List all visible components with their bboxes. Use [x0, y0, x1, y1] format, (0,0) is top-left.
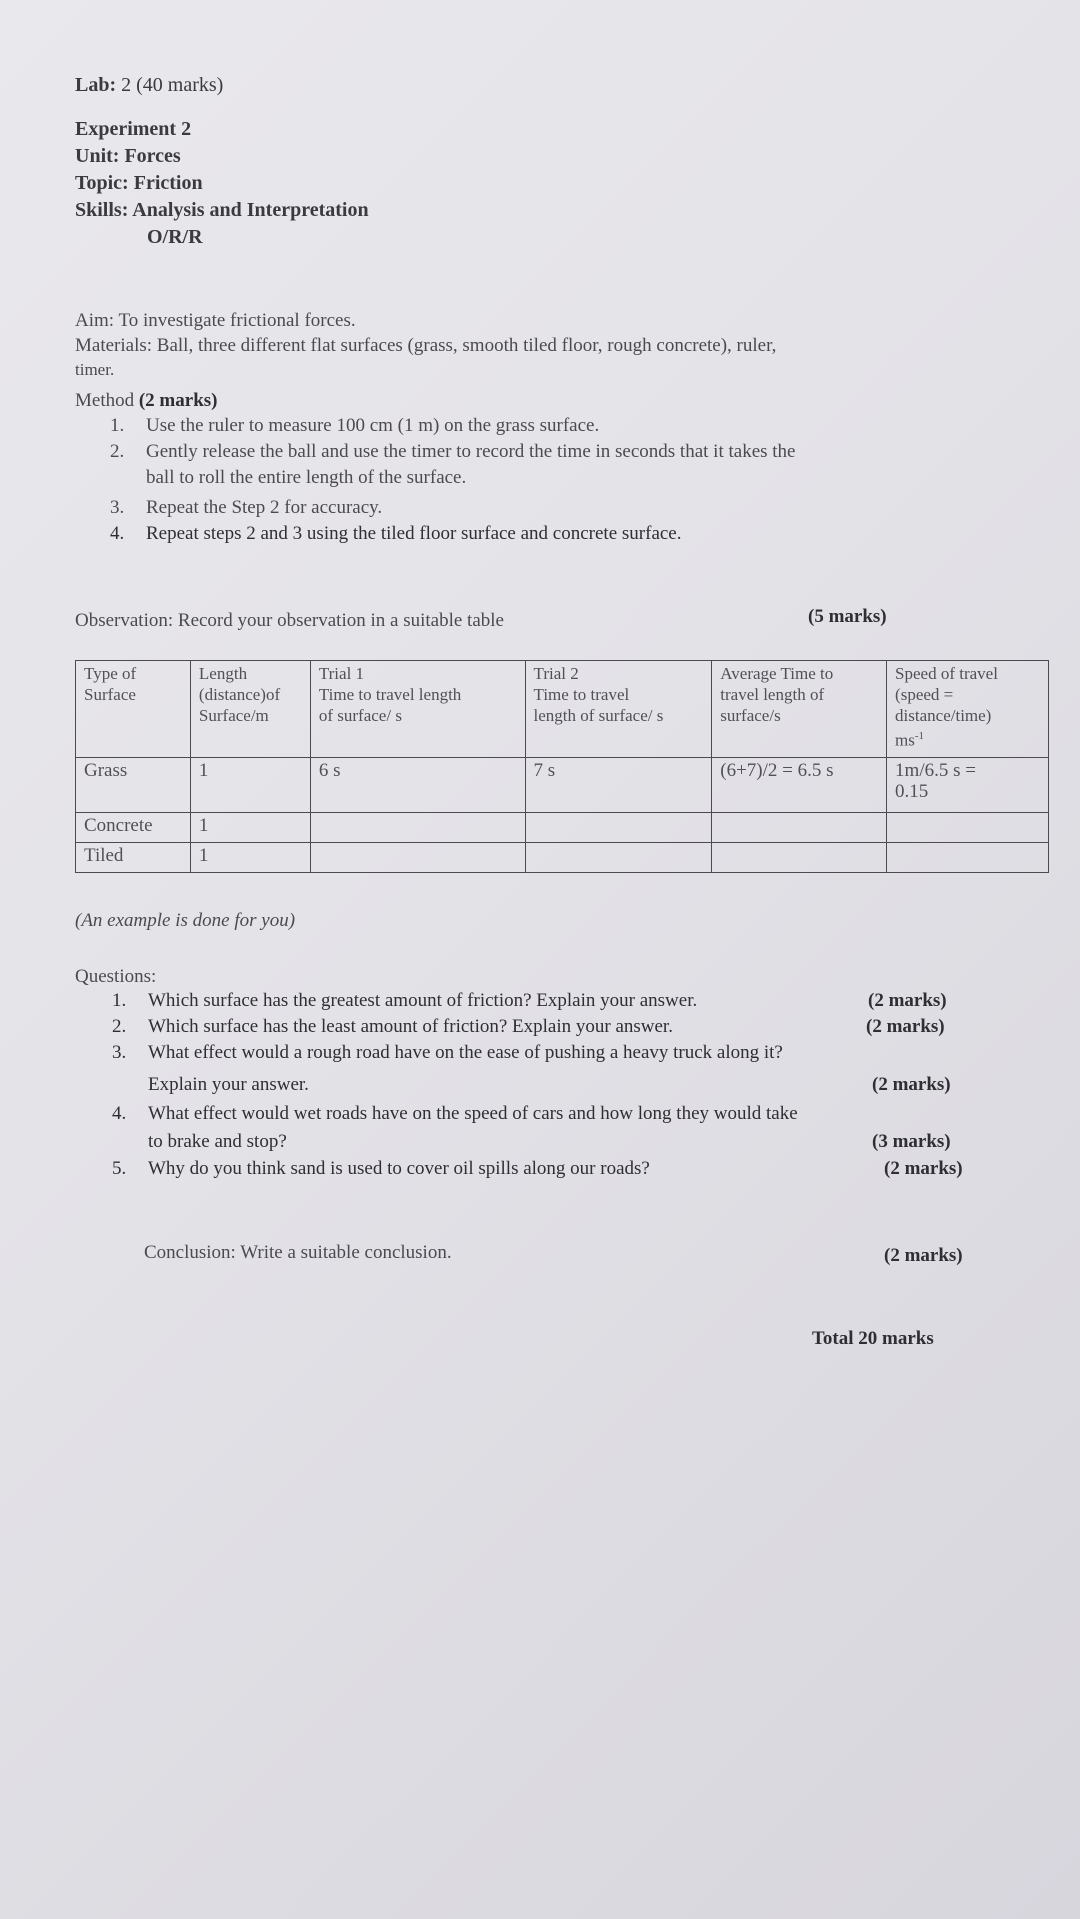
cell-length: 1 — [190, 843, 310, 873]
step-number: 1. — [110, 415, 125, 436]
step-text: Repeat steps 2 and 3 using the tiled floor surface and concrete surface. — [146, 523, 682, 544]
questions-heading: Questions: — [75, 966, 157, 987]
method-step — [110, 441, 795, 463]
materials-line-1: Materials: Ball, three different flat surfaces (grass, smooth tiled floor, rough concrete), ruler, — [75, 335, 777, 356]
lab-value: 2 (40 marks) — [121, 74, 224, 96]
aim-line: Aim: To investigate frictional forces. — [75, 310, 356, 331]
lab-label: Lab: — [75, 74, 117, 96]
orr-line: O/R/R — [147, 226, 203, 248]
conclusion-marks: (2 marks) — [884, 1245, 963, 1266]
method-heading — [75, 390, 218, 412]
skills-line: Skills: Analysis and Interpretation — [75, 199, 369, 221]
cell-trial-2 — [525, 843, 712, 873]
method-label: Method — [75, 390, 135, 411]
cell-average — [712, 843, 887, 873]
header-speed: Speed of travel (speed = distance/time) $ms^{-1}$ — [887, 661, 1049, 758]
question-marks: (2 marks) — [884, 1158, 963, 1179]
observation-table — [75, 660, 1049, 873]
total-marks: Total 20 marks — [812, 1328, 934, 1349]
cell-surface: Concrete — [76, 813, 191, 843]
method-step — [110, 523, 682, 545]
header-trial-2: Trial 2 Time to travel length of surface/ s — [525, 661, 712, 758]
cell-average — [712, 813, 887, 843]
step-number: 4. — [110, 523, 125, 544]
question-item: 5. Why do you think sand is used to cover oil spills along our roads? — [112, 1158, 650, 1179]
step-text: Repeat the Step 2 for accuracy. — [146, 497, 383, 518]
question-item: 1. Which surface has the greatest amount of friction? Explain your answer. — [112, 990, 698, 1011]
question-marks: (3 marks) — [872, 1131, 951, 1152]
lab-line — [75, 74, 223, 97]
topic-line: Topic: Friction — [75, 172, 203, 194]
question-item-continued: Explain your answer. — [148, 1074, 309, 1095]
cell-length: 1 — [190, 758, 310, 813]
observation-line: Observation: Record your observation in a suitable table — [75, 610, 504, 631]
question-item: 4. What effect would wet roads have on the speed of cars and how long they would take — [112, 1103, 798, 1124]
cell-length: 1 — [190, 813, 310, 843]
header-trial-1: Trial 1 Time to travel length of surface/ s — [310, 661, 525, 758]
cell-trial-1 — [310, 813, 525, 843]
cell-trial-2: 7 s — [525, 758, 712, 813]
step-text: Gently release the ball and use the timer to record the time in seconds that it takes the — [146, 441, 796, 462]
table-row — [76, 758, 1049, 813]
header-average: Average Time to travel length of surface/s — [712, 661, 887, 758]
cell-trial-1 — [310, 843, 525, 873]
question-item: 2. Which surface has the least amount of friction? Explain your answer. — [112, 1016, 673, 1037]
observation-marks: (5 marks) — [808, 606, 887, 627]
cell-trial-1: 6 s — [310, 758, 525, 813]
unit-line: Unit: Forces — [75, 145, 181, 167]
experiment-title: Experiment 2 — [75, 118, 192, 140]
question-marks: (2 marks) — [872, 1074, 951, 1095]
step-number: 3. — [110, 497, 125, 518]
cell-average: (6+7)/2 = 6.5 s — [712, 758, 887, 813]
cell-surface: Tiled — [76, 843, 191, 873]
table-row — [76, 843, 1049, 873]
question-marks: (2 marks) — [866, 1016, 945, 1037]
step-text: Use the ruler to measure 100 cm (1 m) on the grass surface. — [146, 415, 600, 436]
cell-speed — [887, 813, 1049, 843]
question-marks: (2 marks) — [868, 990, 947, 1011]
table-row — [76, 813, 1049, 843]
step-number: 2. — [110, 441, 125, 462]
example-note: (An example is done for you) — [75, 910, 296, 931]
method-marks: (2 marks) — [138, 390, 218, 411]
cell-speed: 1m/6.5 s = 0.15 — [887, 758, 1049, 813]
method-step — [110, 415, 599, 437]
method-step — [110, 497, 382, 519]
materials-line-2: timer. — [75, 360, 115, 379]
table-header-row — [76, 661, 1049, 758]
question-item-continued: to brake and stop? — [148, 1131, 287, 1152]
cell-speed — [887, 843, 1049, 873]
question-item: 3. What effect would a rough road have on the ease of pushing a heavy truck along it? — [112, 1042, 783, 1063]
cell-surface: Grass — [76, 758, 191, 813]
conclusion-line: Conclusion: Write a suitable conclusion. — [144, 1242, 452, 1263]
header-type: Type of Surface — [76, 661, 191, 758]
cell-trial-2 — [525, 813, 712, 843]
step-text-continued: ball to roll the entire length of the surface. — [146, 467, 467, 488]
header-length: Length (distance)of Surface/m — [190, 661, 310, 758]
